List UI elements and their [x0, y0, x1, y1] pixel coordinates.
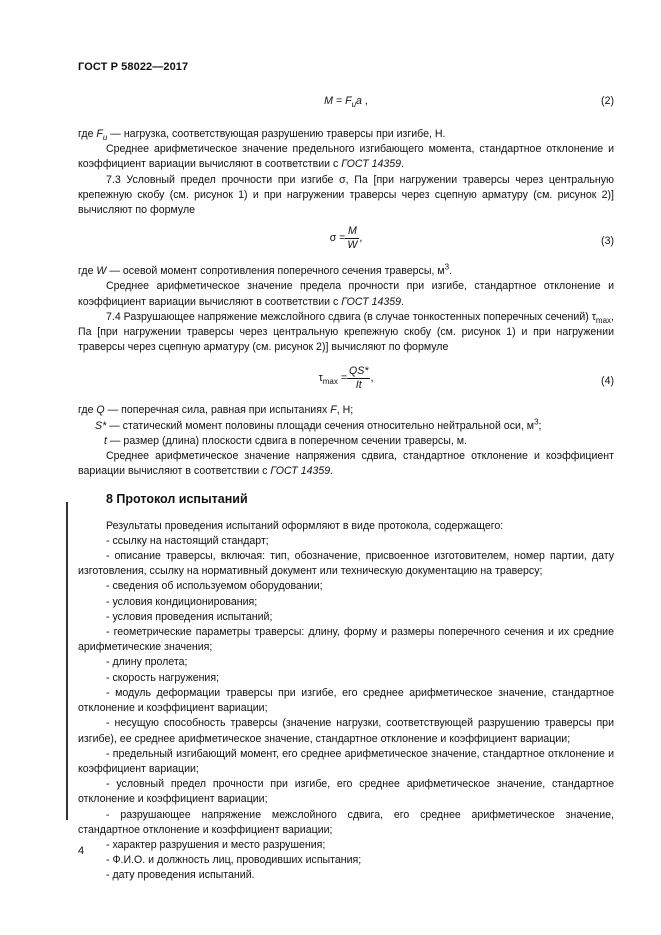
where-s: S* — статический момент половины площади сечения относительно нейтральной оси, $м^3$; [95, 417, 542, 432]
page-number: 4 [78, 845, 85, 857]
list-item: - характер разрушения и место разрушения; [106, 838, 326, 851]
paragraph-7-3: 7.3 Условный предел прочности при изгибе σ, Па [при нагружении траверсы через центральную крепежную скобу (см. рисунок 1) и при нагружении траверсы через сцепную арматуру (см. рисунок 2)] вычисляют по формуле [78, 173, 614, 217]
list-item: - несущую способность траверсы (значение нагрузки, соответствующей разрушению траверсы при изгибе), ее среднее арифметическое значение, стандартное отклонение и коэффициент вариации; [78, 717, 614, 745]
paragraph-mean-shear: Среднее арифметическое значение напряжения сдвига, стандартное отклонение и коэффициент вариации вычисляют в соответствии с ГОСТ 14359. [78, 450, 614, 478]
where-w: где W — осевой момент сопротивления поперечного сечения траверсы, $м^3$. [78, 262, 453, 278]
equation-3: σ = $\frac{M}{W}$ , (3) [329, 225, 614, 252]
paragraph-mean-moment: Среднее арифметическое значение предельного изгибающего момента, стандартное отклонение и коэффициент вариации вычисляют в соответствии с ГОСТ 14359. [78, 143, 614, 171]
section-8-title: 8 Протокол испытаний [106, 492, 248, 507]
main-text [78, 94, 614, 884]
paragraph-mean-strength: Среднее арифметическое значение предела прочности при изгибе, стандартное отклонение и коэффициент вариации вычисляют в соответствии с ГОСТ 14359. [78, 280, 614, 308]
list-item: - Ф.И.О. и должность лиц, проводивших испытания; [106, 854, 362, 867]
list-item: - дату проведения испытаний. [106, 869, 255, 882]
equation-4: $\tau_{max}$ = $\frac{QS*}{It}$ , (4) [318, 365, 614, 392]
list-item: - описание траверсы, включая: тип, обозначение, присвоенное изготовителем, номер партии, дату изготовления, ссылку на нормативный документ или техническую документацию на траверсу; [78, 550, 614, 578]
list-item: - предельный изгибающий момент, его среднее арифметическое значение, стандартное отклонение и коэффициент вариации; [78, 747, 614, 775]
document-header: ГОСТ Р 58022—2017 [78, 61, 189, 73]
list-item: - скорость нагружения; [106, 671, 220, 684]
paragraph-7-4: 7.4 Разрушающее напряжение межслойного сдвига (в случае тонкостенных поперечных сечений) $\tau_{max}$, Па [при нагружении траверсы через центральную крепежную скобу (см. рисунок 1) и при нагружении траверсы через сцепную арматуру (см. рисунок 2)] вычисляют по формуле [78, 310, 614, 354]
list-item: - условный предел прочности при изгибе, его среднее арифметическое значение, стандартное отклонение и коэффициент вариации; [78, 778, 614, 806]
equation-number: (3) [601, 235, 614, 248]
where-t: t — размер (длина) плоскости сдвига в поперечном сечении траверсы, м. [104, 434, 467, 447]
list-item: - длину пролета; [106, 656, 188, 669]
list-item: - ссылку на настоящий стандарт; [106, 534, 269, 547]
list-item: - сведения об используемом оборудовании; [106, 580, 323, 593]
list-item: - условия кондиционирования; [106, 595, 258, 608]
list-item: - условия проведения испытаний; [106, 610, 273, 623]
list-item: - модуль деформации траверсы при изгибе, его среднее арифметическое значение, стандартное отклонение и коэффициент вариации; [78, 686, 614, 715]
equation-2: $M = F_ua$ , (2) [324, 95, 614, 110]
list-item: - разрушающее напряжение межслойного сдвига, его среднее арифметическое значение, стандартное отклонение и коэффициент вариации; [78, 808, 614, 836]
section-8-intro: Результаты проведения испытаний оформляют в виде протокола, содержащего: [106, 519, 504, 532]
where-fu: где $F_u$ — нагрузка, соответствующая разрушению траверсы при изгибе, Н. [78, 128, 446, 143]
where-q: где Q — поперечная сила, равная при испытаниях F, Н; [78, 404, 354, 417]
protocol-list [78, 534, 614, 884]
change-bar [66, 502, 68, 820]
equation-number: (4) [601, 375, 614, 388]
equation-number: (2) [601, 95, 614, 107]
list-item: - геометрические параметры траверсы: длину, форму и размеры поперечного сечения и их средние арифметические значения; [78, 626, 614, 654]
